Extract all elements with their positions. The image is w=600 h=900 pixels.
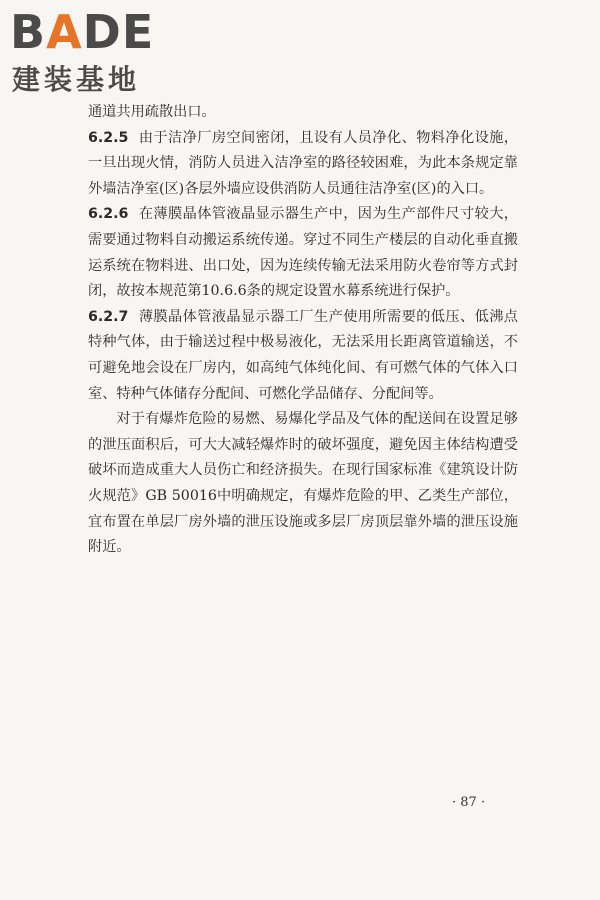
- clause-6-2-7: [88, 305, 518, 407]
- bade-logo: [10, 6, 180, 98]
- clause-text: 薄膜晶体管液晶显示器工厂生产使用所需要的低压、低沸点特种气体，由于输送过程中极易液化，无法采用长距离管道输送，不可避免地会设在厂房内，如高纯气体纯化间、有可燃气体的气体入口室、特种气体储存分配间、可燃化学品储存、分配间等。: [88, 308, 518, 402]
- page-number: · 87 ·: [452, 795, 486, 810]
- clause-6-2-7-continued: [88, 407, 518, 561]
- logo-letter-b: B: [10, 5, 47, 59]
- clause-number: 6.2.7: [88, 308, 129, 325]
- document-body: [88, 100, 518, 561]
- paragraph-text: 对于有爆炸危险的易燃、易爆化学品及气体的配送间在设置足够的泄压面积后，可大大减轻爆炸时的破坏强度，避免因主体结构遭受破坏而造成重大人员伤亡和经济损失。在现行国家标准《建筑设计防火规范》GB 50016中明确规定，有爆炸危险的甲、乙类生产部位，宜布置在单层厂房外墙的泄压设施或多层厂房顶层靠外墙的泄压设施附近。: [88, 411, 518, 556]
- clause-number: 6.2.6: [88, 206, 129, 223]
- logo-wordmark: [10, 6, 154, 58]
- clause-6-2-5: [88, 126, 518, 203]
- clause-number: 6.2.5: [88, 129, 129, 146]
- clause-text: 由于洁净厂房空间密闭，且设有人员净化、物料净化设施，一旦出现火情，消防人员进入洁净室的路径较困难，为此本条规定靠外墙洁净室(区)各层外墙应设供消防人员通往洁净室(区)的入口。: [88, 129, 518, 197]
- paragraph-text: 通道共用疏散出口。: [88, 104, 216, 120]
- clause-text: 在薄膜晶体管液晶显示器生产中，因为生产部件尺寸较大，需要通过物料自动搬运系统传递。穿过不同生产楼层的自动化垂直搬运系统在物料进、出口处，因为连续传输无法采用防火卷帘等方式封闭，故按本规范第10.6.6条的规定设置水幕系统进行保护。: [88, 206, 518, 300]
- logo-letter-a-accent: A: [46, 5, 83, 59]
- paragraph-continuation: [88, 100, 518, 126]
- logo-letters-de: DE: [82, 5, 155, 59]
- clause-6-2-6: [88, 202, 518, 304]
- logo-chinese-text: 建装基地: [12, 63, 141, 96]
